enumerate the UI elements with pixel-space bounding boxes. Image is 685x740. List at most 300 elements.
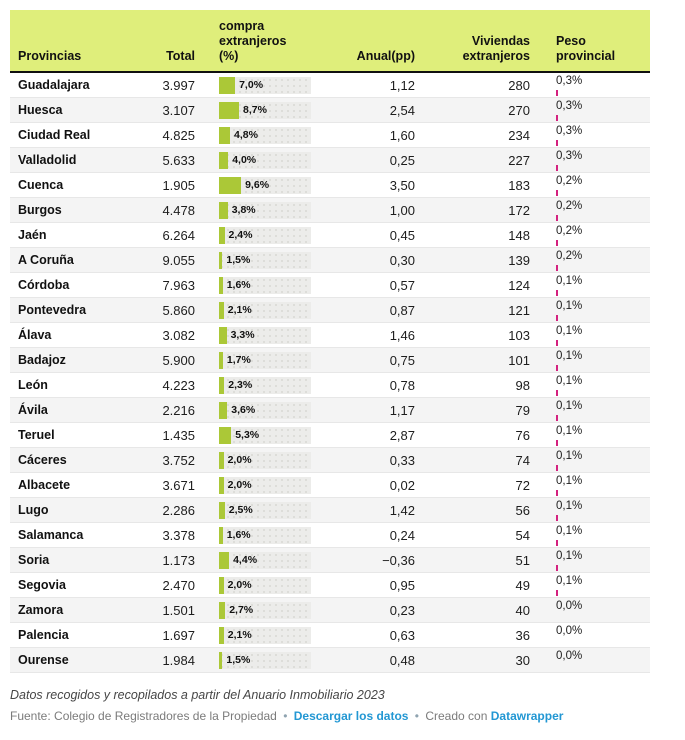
viviendas-value: 103 <box>508 327 530 343</box>
anual-value: 1,60 <box>389 127 415 143</box>
peso-tick-bar <box>556 140 558 146</box>
compra-bar-cell <box>195 302 321 319</box>
bar-track <box>219 602 311 619</box>
table-row <box>10 623 650 648</box>
total-value: 2.286 <box>162 502 195 518</box>
province-name: Zamora <box>18 603 64 617</box>
total-value: 7.963 <box>162 277 195 293</box>
bar-value-label: 7,0% <box>239 79 264 91</box>
province-name: Álava <box>18 328 52 342</box>
viviendas-value: 56 <box>515 502 530 518</box>
peso-tick-bar <box>556 590 558 596</box>
province-name: A Coruña <box>18 253 74 267</box>
compra-bar-cell <box>195 377 321 394</box>
peso-value-label: 0,1% <box>556 400 583 412</box>
peso-value-label: 0,1% <box>556 275 583 287</box>
peso-cell <box>530 548 650 572</box>
table-row <box>10 348 650 373</box>
peso-tick-bar <box>556 515 558 521</box>
total-value: 1.697 <box>162 627 195 643</box>
column-header-viviendas-extranjeros: Viviendas extranjeros <box>462 34 530 63</box>
bar-fill <box>219 227 225 244</box>
compra-bar-cell <box>195 452 321 469</box>
province-name: Salamanca <box>18 528 84 542</box>
viviendas-value: 76 <box>515 427 530 443</box>
peso-tick-bar <box>556 290 558 296</box>
anual-value: 0,57 <box>389 277 415 293</box>
peso-cell <box>530 423 650 447</box>
peso-value-label: 0,2% <box>556 250 583 262</box>
bar-value-label: 3,6% <box>231 404 256 416</box>
peso-value-label: 0,0% <box>556 625 583 637</box>
peso-cell <box>530 323 650 347</box>
viviendas-value: 79 <box>515 402 530 418</box>
province-name: Segovia <box>18 578 66 592</box>
total-value: 2.470 <box>162 577 195 593</box>
bar-fill <box>219 377 224 394</box>
bar-value-label: 2,3% <box>228 379 253 391</box>
peso-value-label: 0,1% <box>556 450 583 462</box>
table-row <box>10 423 650 448</box>
total-value: 5.860 <box>162 302 195 318</box>
total-value: 5.633 <box>162 152 195 168</box>
peso-cell <box>530 473 650 497</box>
table-row <box>10 173 650 198</box>
viviendas-value: 40 <box>515 602 530 618</box>
province-name: Lugo <box>18 503 49 517</box>
bar-value-label: 2,1% <box>227 629 252 641</box>
peso-cell <box>530 573 650 597</box>
bar-value-label: 2,0% <box>227 454 252 466</box>
peso-tick-bar <box>556 365 558 371</box>
total-value: 1.905 <box>162 177 195 193</box>
viviendas-value: 49 <box>515 577 530 593</box>
province-name: Pontevedra <box>18 303 87 317</box>
table-row <box>10 648 650 673</box>
peso-cell <box>530 348 650 372</box>
anual-value: 0,48 <box>389 652 415 668</box>
peso-cell <box>530 98 650 122</box>
peso-tick-bar <box>556 415 558 421</box>
peso-cell <box>530 623 650 647</box>
bar-fill <box>219 102 239 119</box>
viviendas-value: 74 <box>515 452 530 468</box>
bar-value-label: 2,0% <box>227 579 252 591</box>
province-name: Valladolid <box>18 153 77 167</box>
bar-value-label: 5,3% <box>235 429 260 441</box>
anual-value: 1,00 <box>389 202 415 218</box>
viviendas-value: 121 <box>508 302 530 318</box>
total-value: 3.997 <box>162 77 195 93</box>
peso-tick-bar <box>556 540 558 546</box>
total-value: 6.264 <box>162 227 195 243</box>
bar-track <box>219 252 311 269</box>
column-header-provincias: Provincias <box>18 49 82 63</box>
bar-track <box>219 102 311 119</box>
bar-track <box>219 477 311 494</box>
anual-value: 0,30 <box>389 252 415 268</box>
table-chart <box>10 10 650 723</box>
province-name: Jaén <box>18 228 47 242</box>
bar-value-label: 2,4% <box>228 229 253 241</box>
anual-value: 0,33 <box>389 452 415 468</box>
total-value: 3.082 <box>162 327 195 343</box>
compra-bar-cell <box>195 327 321 344</box>
bar-track <box>219 177 311 194</box>
total-value: 1.173 <box>162 552 195 568</box>
bar-fill <box>219 552 229 569</box>
viviendas-value: 124 <box>508 277 530 293</box>
peso-tick-bar <box>556 390 558 396</box>
province-name: Badajoz <box>18 353 66 367</box>
bar-track <box>219 552 311 569</box>
compra-bar-cell <box>195 277 321 294</box>
total-value: 1.984 <box>162 652 195 668</box>
anual-value: 0,78 <box>389 377 415 393</box>
bar-fill <box>219 402 227 419</box>
table-row <box>10 398 650 423</box>
column-header-anual: Anual(pp) <box>356 49 415 63</box>
table-row <box>10 73 650 98</box>
download-data-link[interactable]: Descargar los datos <box>293 709 409 723</box>
compra-bar-cell <box>195 77 321 94</box>
bar-track <box>219 302 311 319</box>
bar-value-label: 1,6% <box>226 279 251 291</box>
bar-value-label: 3,8% <box>231 204 256 216</box>
bar-track <box>219 402 311 419</box>
peso-value-label: 0,3% <box>556 125 583 137</box>
peso-tick-bar <box>556 465 558 471</box>
table-body <box>10 73 650 673</box>
peso-cell <box>530 448 650 472</box>
total-value: 1.501 <box>162 602 195 618</box>
bar-value-label: 2,1% <box>227 304 252 316</box>
bar-fill <box>219 427 231 444</box>
compra-bar-cell <box>195 552 321 569</box>
peso-cell <box>530 598 650 622</box>
peso-cell <box>530 523 650 547</box>
anual-value: 0,87 <box>389 302 415 318</box>
compra-bar-cell <box>195 477 321 494</box>
viviendas-value: 98 <box>515 377 530 393</box>
province-name: León <box>18 378 48 392</box>
peso-value-label: 0,3% <box>556 75 583 87</box>
province-name: Córdoba <box>18 278 70 292</box>
bar-track <box>219 352 311 369</box>
peso-tick-bar <box>556 440 558 446</box>
source-text: Fuente: Colegio de Registradores de la Propiedad <box>10 709 277 723</box>
bar-track <box>219 377 311 394</box>
bar-value-label: 1,5% <box>226 654 251 666</box>
bar-fill <box>219 77 235 94</box>
table-row <box>10 448 650 473</box>
bar-fill <box>219 277 223 294</box>
peso-tick-bar <box>556 315 558 321</box>
viviendas-value: 172 <box>508 202 530 218</box>
bar-track <box>219 202 311 219</box>
peso-cell <box>530 173 650 197</box>
table-row <box>10 548 650 573</box>
bar-value-label: 4,0% <box>232 154 257 166</box>
chart-notes: Datos recogidos y recopilados a partir del Anuario Inmobiliario 2023 <box>10 688 385 702</box>
peso-tick-bar <box>556 190 558 196</box>
viviendas-value: 234 <box>508 127 530 143</box>
anual-value: 2,54 <box>389 102 415 118</box>
bar-fill <box>219 527 223 544</box>
bar-track <box>219 502 311 519</box>
table-row <box>10 473 650 498</box>
bar-value-label: 2,5% <box>228 504 253 516</box>
bar-value-label: 4,8% <box>234 129 258 141</box>
peso-cell <box>530 648 650 672</box>
bar-fill <box>219 202 228 219</box>
province-name: Ciudad Real <box>18 128 91 142</box>
total-value: 3.107 <box>162 102 195 118</box>
compra-bar-cell <box>195 202 321 219</box>
total-value: 4.478 <box>162 202 195 218</box>
viviendas-value: 183 <box>508 177 530 193</box>
peso-cell <box>530 73 650 97</box>
table-row <box>10 123 650 148</box>
viviendas-value: 36 <box>515 627 530 643</box>
total-value: 3.671 <box>162 477 195 493</box>
peso-value-label: 0,2% <box>556 200 583 212</box>
bar-value-label: 8,7% <box>243 104 267 116</box>
compra-bar-cell <box>195 352 321 369</box>
peso-cell <box>530 248 650 272</box>
peso-value-label: 0,1% <box>556 550 583 562</box>
table-row <box>10 298 650 323</box>
bar-fill <box>219 252 222 269</box>
peso-value-label: 0,1% <box>556 375 583 387</box>
peso-value-label: 0,0% <box>556 600 583 612</box>
peso-value-label: 0,1% <box>556 475 583 487</box>
table-row <box>10 223 650 248</box>
total-value: 5.900 <box>162 352 195 368</box>
province-name: Palencia <box>18 628 69 642</box>
column-header-total: Total <box>166 49 195 63</box>
bar-fill <box>219 177 241 194</box>
viviendas-value: 54 <box>515 527 530 543</box>
compra-bar-cell <box>195 127 321 144</box>
bar-track <box>219 452 311 469</box>
datawrapper-link[interactable]: Datawrapper <box>490 709 564 723</box>
compra-bar-cell <box>195 627 321 644</box>
column-header-compra-extranjeros: compra extranjeros (%) <box>219 19 287 63</box>
bar-fill <box>219 302 224 319</box>
anual-value: 2,87 <box>389 427 415 443</box>
total-value: 4.825 <box>162 127 195 143</box>
bar-value-label: 1,6% <box>226 529 251 541</box>
bar-fill <box>219 152 228 169</box>
peso-tick-bar <box>556 115 558 121</box>
anual-value: 1,12 <box>389 77 415 93</box>
anual-value: 0,25 <box>389 152 415 168</box>
anual-value: 0,63 <box>389 627 415 643</box>
table-row <box>10 523 650 548</box>
bar-value-label: 9,6% <box>245 179 270 191</box>
bar-track <box>219 327 311 344</box>
anual-value: 0,23 <box>389 602 415 618</box>
anual-value: 1,17 <box>389 402 415 418</box>
bar-value-label: 1,7% <box>226 354 251 366</box>
separator-dot: • <box>414 709 419 723</box>
peso-value-label: 0,1% <box>556 575 583 587</box>
peso-cell <box>530 398 650 422</box>
bar-track <box>219 77 311 94</box>
viviendas-value: 101 <box>508 352 530 368</box>
table-row <box>10 273 650 298</box>
bar-value-label: 4,4% <box>233 554 258 566</box>
peso-tick-bar <box>556 565 558 571</box>
peso-cell <box>530 273 650 297</box>
compra-bar-cell <box>195 402 321 419</box>
table-row <box>10 98 650 123</box>
total-value: 3.752 <box>162 452 195 468</box>
bar-track <box>219 227 311 244</box>
peso-cell <box>530 373 650 397</box>
bar-value-label: 2,0% <box>227 479 252 491</box>
bar-fill <box>219 627 224 644</box>
compra-bar-cell <box>195 227 321 244</box>
bar-track <box>219 427 311 444</box>
peso-tick-bar <box>556 90 558 96</box>
compra-bar-cell <box>195 527 321 544</box>
peso-value-label: 0,1% <box>556 500 583 512</box>
province-name: Huesca <box>18 103 63 117</box>
table-row <box>10 573 650 598</box>
compra-bar-cell <box>195 252 321 269</box>
column-header-peso-provincial: Peso provincial <box>556 34 616 63</box>
anual-value: 0,95 <box>389 577 415 593</box>
peso-tick-bar <box>556 240 558 246</box>
table-row <box>10 323 650 348</box>
province-name: Guadalajara <box>18 78 90 92</box>
compra-bar-cell <box>195 652 321 669</box>
viviendas-value: 72 <box>515 477 530 493</box>
province-name: Cuenca <box>18 178 64 192</box>
province-name: Ávila <box>18 403 48 417</box>
bar-track <box>219 527 311 544</box>
viviendas-value: 227 <box>508 152 530 168</box>
anual-value: 3,50 <box>389 177 415 193</box>
peso-value-label: 0,1% <box>556 300 583 312</box>
bar-value-label: 3,3% <box>230 329 255 341</box>
bar-fill <box>219 452 224 469</box>
chart-byline <box>10 709 650 723</box>
peso-cell <box>530 223 650 247</box>
peso-tick-bar <box>556 265 558 271</box>
compra-bar-cell <box>195 577 321 594</box>
viviendas-value: 280 <box>508 77 530 93</box>
table-row <box>10 198 650 223</box>
peso-value-label: 0,1% <box>556 350 583 362</box>
anual-value: 0,02 <box>389 477 415 493</box>
bar-fill <box>219 502 225 519</box>
bar-track <box>219 652 311 669</box>
peso-value-label: 0,1% <box>556 525 583 537</box>
viviendas-value: 148 <box>508 227 530 243</box>
total-value: 3.378 <box>162 527 195 543</box>
compra-bar-cell <box>195 102 321 119</box>
peso-tick-bar <box>556 165 558 171</box>
peso-cell <box>530 123 650 147</box>
compra-bar-cell <box>195 427 321 444</box>
bar-fill <box>219 352 223 369</box>
anual-value: 1,46 <box>389 327 415 343</box>
bar-fill <box>219 602 225 619</box>
compra-bar-cell <box>195 602 321 619</box>
peso-cell <box>530 198 650 222</box>
viviendas-value: 51 <box>515 552 530 568</box>
separator-dot: • <box>283 709 288 723</box>
anual-value: 0,24 <box>389 527 415 543</box>
peso-value-label: 0,3% <box>556 100 583 112</box>
peso-cell <box>530 148 650 172</box>
peso-value-label: 0,2% <box>556 225 583 237</box>
bar-fill <box>219 327 227 344</box>
table-row <box>10 498 650 523</box>
viviendas-value: 139 <box>508 252 530 268</box>
table-row <box>10 598 650 623</box>
viviendas-value: 30 <box>515 652 530 668</box>
peso-tick-bar <box>556 215 558 221</box>
compra-bar-cell <box>195 502 321 519</box>
table-row <box>10 373 650 398</box>
total-value: 2.216 <box>162 402 195 418</box>
anual-value: 1,42 <box>389 502 415 518</box>
table-row <box>10 148 650 173</box>
province-name: Burgos <box>18 203 62 217</box>
anual-value: −0,36 <box>382 552 415 568</box>
compra-bar-cell <box>195 152 321 169</box>
anual-value: 0,75 <box>389 352 415 368</box>
peso-tick-bar <box>556 490 558 496</box>
peso-cell <box>530 498 650 522</box>
table-header-row <box>10 10 650 73</box>
peso-value-label: 0,3% <box>556 150 583 162</box>
bar-fill <box>219 477 224 494</box>
total-value: 9.055 <box>162 252 195 268</box>
bar-value-label: 2,7% <box>229 604 254 616</box>
peso-value-label: 0,1% <box>556 325 583 337</box>
peso-value-label: 0,0% <box>556 650 583 662</box>
created-with-text: Creado con <box>425 709 488 723</box>
province-name: Albacete <box>18 478 71 492</box>
bar-track <box>219 627 311 644</box>
peso-value-label: 0,1% <box>556 425 583 437</box>
anual-value: 0,45 <box>389 227 415 243</box>
bar-track <box>219 127 311 144</box>
viviendas-value: 270 <box>508 102 530 118</box>
province-name: Soria <box>18 553 50 567</box>
bar-track <box>219 277 311 294</box>
compra-bar-cell <box>195 177 321 194</box>
bar-fill <box>219 577 224 594</box>
bar-track <box>219 152 311 169</box>
total-value: 4.223 <box>162 377 195 393</box>
province-name: Cáceres <box>18 453 67 467</box>
peso-value-label: 0,2% <box>556 175 583 187</box>
province-name: Ourense <box>18 653 69 667</box>
bar-fill <box>219 127 230 144</box>
bar-fill <box>219 652 222 669</box>
peso-cell <box>530 298 650 322</box>
bar-value-label: 1,5% <box>226 254 251 266</box>
province-name: Teruel <box>18 428 55 442</box>
table-row <box>10 248 650 273</box>
bar-track <box>219 577 311 594</box>
